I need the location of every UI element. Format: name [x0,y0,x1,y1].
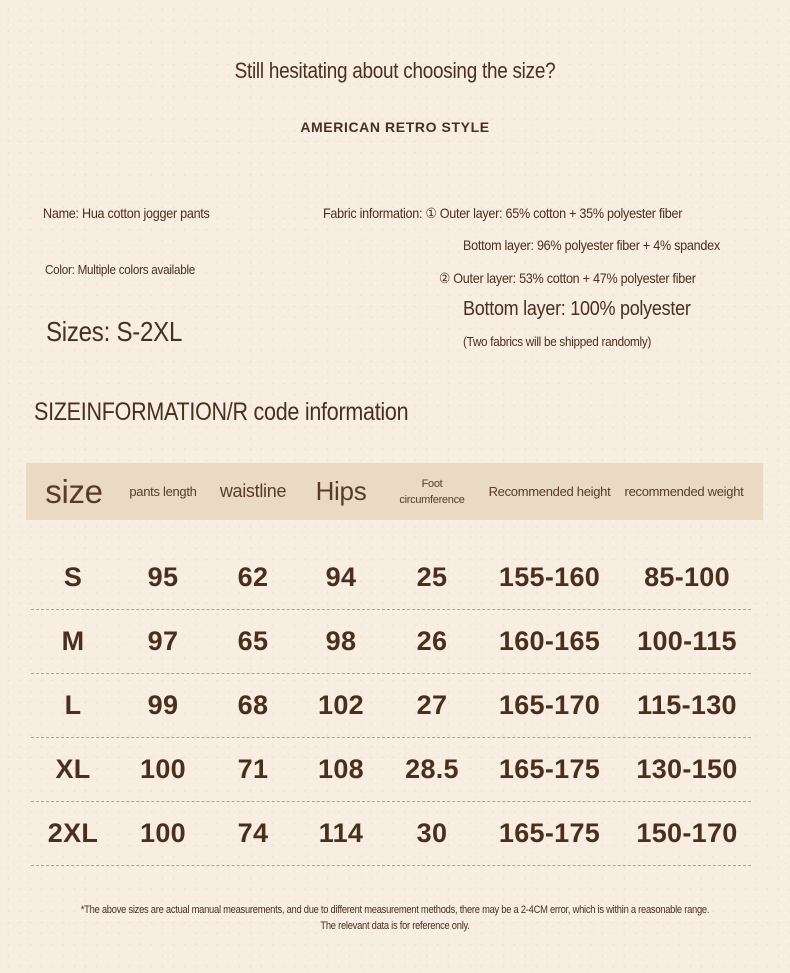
cell-height: 155-160 [498,561,601,592]
cell-size: M [61,625,85,656]
cell-waistline: 68 [237,689,269,720]
cell-size: 2XL [47,817,99,848]
cell-weight: 115-130 [637,689,737,720]
cell-foot: 28.5 [405,753,459,784]
header-recommended-height: Recommended height [488,484,611,499]
style-subtitle: AMERICAN RETRO STYLE [300,119,490,135]
cell-pants-length: 99 [147,689,179,720]
cell-height: 165-175 [498,753,601,784]
cell-size: XL [55,753,91,784]
product-color: Color: Multiple colors available [45,262,196,277]
header-size: size [45,472,103,510]
cell-pants-length: 97 [147,625,179,656]
product-name: Name: Hua cotton jogger pants [43,205,210,221]
cell-foot: 30 [416,817,448,848]
fabric-info-2-bottom: Bottom layer: 100% polyester [463,298,691,320]
cell-hips: 98 [325,625,357,656]
header-hips: Hips [315,476,367,506]
product-sizes: Sizes: S-2XL [46,316,183,347]
table-row [31,801,751,866]
cell-foot: 25 [416,561,448,592]
header-pants-length: pants length [129,484,197,499]
cell-height: 165-175 [498,817,601,848]
cell-pants-length: 100 [140,753,186,784]
table-header [26,463,763,520]
fabric-info-1: Fabric information: ① Outer layer: 65% cotton + 35% polyester fiber [323,205,683,221]
cell-hips: 114 [318,817,364,848]
cell-weight: 100-115 [637,625,737,656]
table-row [31,673,751,738]
cell-waistline: 62 [237,561,269,592]
header-recommended-weight: recommended weight [624,484,744,499]
section-title: SIZEINFORMATION/R code information [34,398,409,426]
cell-foot: 27 [416,689,448,720]
fabric-note: (Two fabrics will be shipped randomly) [463,334,652,349]
cell-foot: 26 [416,625,448,656]
page-title: Still hesitating about choosing the size? [234,58,556,83]
table-row [31,545,751,610]
header-foot-circumference: Foot circumference [399,477,465,506]
cell-waistline: 71 [237,753,269,784]
header-waistline: waistline [219,481,287,501]
cell-size: S [63,561,83,592]
cell-weight: 85-100 [644,561,730,592]
table-row [31,609,751,674]
cell-height: 160-165 [498,625,601,656]
fabric-info-2: ② Outer layer: 53% cotton + 47% polyester fiber [439,270,696,286]
cell-weight: 130-150 [636,753,738,784]
cell-hips: 94 [325,561,357,592]
fabric-info-1-bottom: Bottom layer: 96% polyester fiber + 4% spandex [463,237,720,253]
cell-hips: 102 [318,689,364,720]
cell-size: L [64,689,82,720]
cell-height: 165-170 [498,689,601,720]
cell-weight: 150-170 [636,817,738,848]
cell-pants-length: 95 [147,561,179,592]
cell-pants-length: 100 [140,817,186,848]
table-row [31,737,751,802]
cell-hips: 108 [318,753,364,784]
cell-waistline: 65 [237,625,269,656]
cell-waistline: 74 [237,817,269,848]
footnote: *The above sizes are actual manual measurements, and due to different measurement methods, there may be a 2-4CM error, which is within a reasonable range. The relevant data is for reference only. [80,904,710,932]
